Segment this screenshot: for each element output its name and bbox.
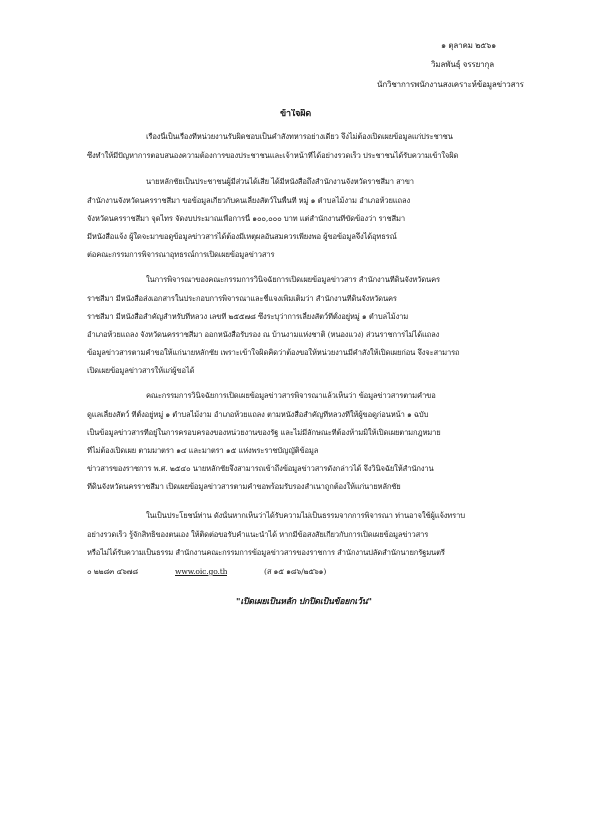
paragraph-3-line-1: ในการพิจารณาของคณะกรรมการวินิจฉัยการเปิดเผยข้อมูลข่าวสาร สำนักงานที่ดินจังหวัดนคร <box>146 275 440 284</box>
paragraph-4-line-4: ที่ไม่ต้องเปิดเผย ตามมาตรา ๑๔ และมาตรา ๑๕ แห่งพระราชบัญญัติข้อมูล <box>87 446 319 455</box>
paragraph-4-line-2: ดูแลเลี้ยงสัตว์ ที่ตั้งอยู่หมู่ ๑ ตำบลไม้งาม อำเภอห้วยแถลง ตามหนังสือสำคัญที่หลวงที่ให้ผู้ขอดูก่อนหน้า ๑ ฉบับ <box>87 410 429 419</box>
header-date: ๑ ตุลาคม ๒๕๖๑ <box>441 41 497 50</box>
paragraph-4-line-5: ข่าวสารของราชการ พ.ศ. ๒๕๔๐ นายหลักชัยจึงสามารถเข้าถึงข้อมูลข่าวสารดังกล่าวได้ จึงวินิจฉัยให้สำนักงาน <box>87 464 434 473</box>
paragraph-2-line-1: นายหลักชัยเป็นประชาชนผู้มีส่วนได้เสีย ได้มีหนังสือถึงสำนักงานจังหวัดราชสีมา สาขา <box>146 177 414 186</box>
paragraph-5-line-1: ในเป็นประโยชน์ท่าน ดังนั้นหากเห็นว่าได้รับความไม่เป็นธรรมจากการพิจารณา ท่านอาจใช้ผู้แจ้งทราบ <box>146 511 465 520</box>
paragraph-4-line-3: เป็นข้อมูลข่าวสารที่อยู่ในการครอบครองของหน่วยงานของรัฐ และไม่มีลักษณะที่ต้องห้ามมิให้เปิดเผยตามกฎหมาย <box>87 428 441 437</box>
paragraph-3-line-6: เปิดเผยข้อมูลข่าวสารให้แก่ผู้ขอได้ <box>87 366 195 375</box>
paragraph-5-line-3: หรือไม่ได้รับความเป็นธรรม สำนักงานคณะกรรมการข้อมูลข่าวสารของราชการ สำนักงานปลัดสำนักนายกรัฐมนตรี <box>87 548 445 557</box>
paragraph-5-line-2: อย่างรวดเร็ว รู้จักสิทธิของตนเอง ให้ติดต่อขอรับคำแนะนำได้ หากมีข้อสงสัยเกี่ยวกับการเปิดเผยข้อมูลข่าวสาร <box>87 530 429 539</box>
paragraph-2-line-5: ต่อคณะกรรมการพิจารณาอุทธรณ์การเปิดเผยข้อมูลข่าวสาร <box>87 250 275 259</box>
header-name: วิมลพันธุ์ จรรยากุล <box>431 60 494 69</box>
paragraph-2-line-4: มีหนังสือแจ้ง ผู้ใดจะมาขอดูข้อมูลข่าวสารได้ต้องมีเหตุผลอันสมควรเพียงพอ ผู้ขอข้อมูลจึงได้อุทธรณ์ <box>87 232 397 241</box>
header-position: นักวิชาการพนักงานสงเคราะห์ข้อมูลข่าวสาร <box>377 80 524 89</box>
paragraph-2-line-3: จังหวัดนครราชสีมา จุดไทร จัดงบประมาณเพื่อการนี้ ๑๐๐,๐๐๐ บาท แต่สำนักงานที่ขัดข้องว่า ราชสีมา <box>87 214 405 223</box>
paragraph-4-line-1: คณะกรรมการวินิจฉัยการเปิดเผยข้อมูลข่าวสารพิจารณาแล้วเห็นว่า ข้อมูลข่าวสารตามคำขอ <box>146 391 436 400</box>
paragraph-2-line-2: สำนักงานจังหวัดนครราชสีมา ขอข้อมูลเกี่ยวกับคนเลี้ยงสัตว์ในพื้นที่ หมู่ ๑ ตำบลไม้งาม อำเภอห้วยแถลง <box>87 196 411 205</box>
paragraph-3-line-3: ราชสีมา มีหนังสือสำคัญสำหรับที่หลวง เลขที่ ๒๕๕๗๘ ซึ่งระบุว่าการเลี้ยงสัตว์ที่ตั้งอยู่หมู่ ๑ ตำบลไม้งาม <box>87 312 409 321</box>
paragraph-4-line-6: ที่ดินจังหวัดนครราชสีมา เปิดเผยข้อมูลข่าวสารตามคำขอพร้อมรับรองสำเนาถูกต้องให้แก่นายหลักชัย <box>87 482 401 491</box>
contact-website[interactable]: www.oic.go.th <box>175 567 228 576</box>
footer-slogan: "เปิดเผยเป็นหลัก ปกปิดเป็นข้อยกเว้น" <box>236 597 372 607</box>
contact-reference: (ส ๑๕ ๑๘๖/๒๕๖๑) <box>264 567 327 576</box>
paragraph-3-line-2: ราชสีมา มีหนังสือส่งเอกสารในประกอบการพิจารณาและชี้แจงเพิ่มเติมว่า สำนักงานที่ดินจังหวัดนคร <box>87 294 397 303</box>
paragraph-1-line-1: เรื่องนี้เป็นเรื่องที่หน่วยงานรับผิดชอบเป็นคำสั่งทหารอย่างเดียว จึงไม่ต้องเปิดเผยข้อมูลแก่ประชาชน <box>146 132 453 141</box>
paragraph-1-line-2: ซึ่งทำให้มีปัญหาการตอบสนองความต้องการของประชาชนและเจ้าหน้าที่ได้อย่างรวดเร็ว ประชาชนได้รับความเข้าใจผิด <box>87 151 459 160</box>
contact-phone: ๐ ๒๒๘๓ ๔๖๗๘ <box>87 567 139 576</box>
paragraph-3-line-5: ข้อมูลข่าวสารตามคำขอให้แก่นายหลักชัย เพราะเข้าใจผิดคิดว่าต้องขอให้หน่วยงานมีคำสั่งให้เปิดเผยก่อน จึงจะสามารถ <box>87 348 460 357</box>
document-title: ข้าใจผิด <box>280 109 312 119</box>
paragraph-3-line-4: อำเภอห้วยแถลง จังหวัดนครราชสีมา ออกหนังสือรับรอง ณ บ้านงามแห่งชาติ (หนองแวง) ส่วนราชการไม่ได้แถลง <box>87 330 440 339</box>
